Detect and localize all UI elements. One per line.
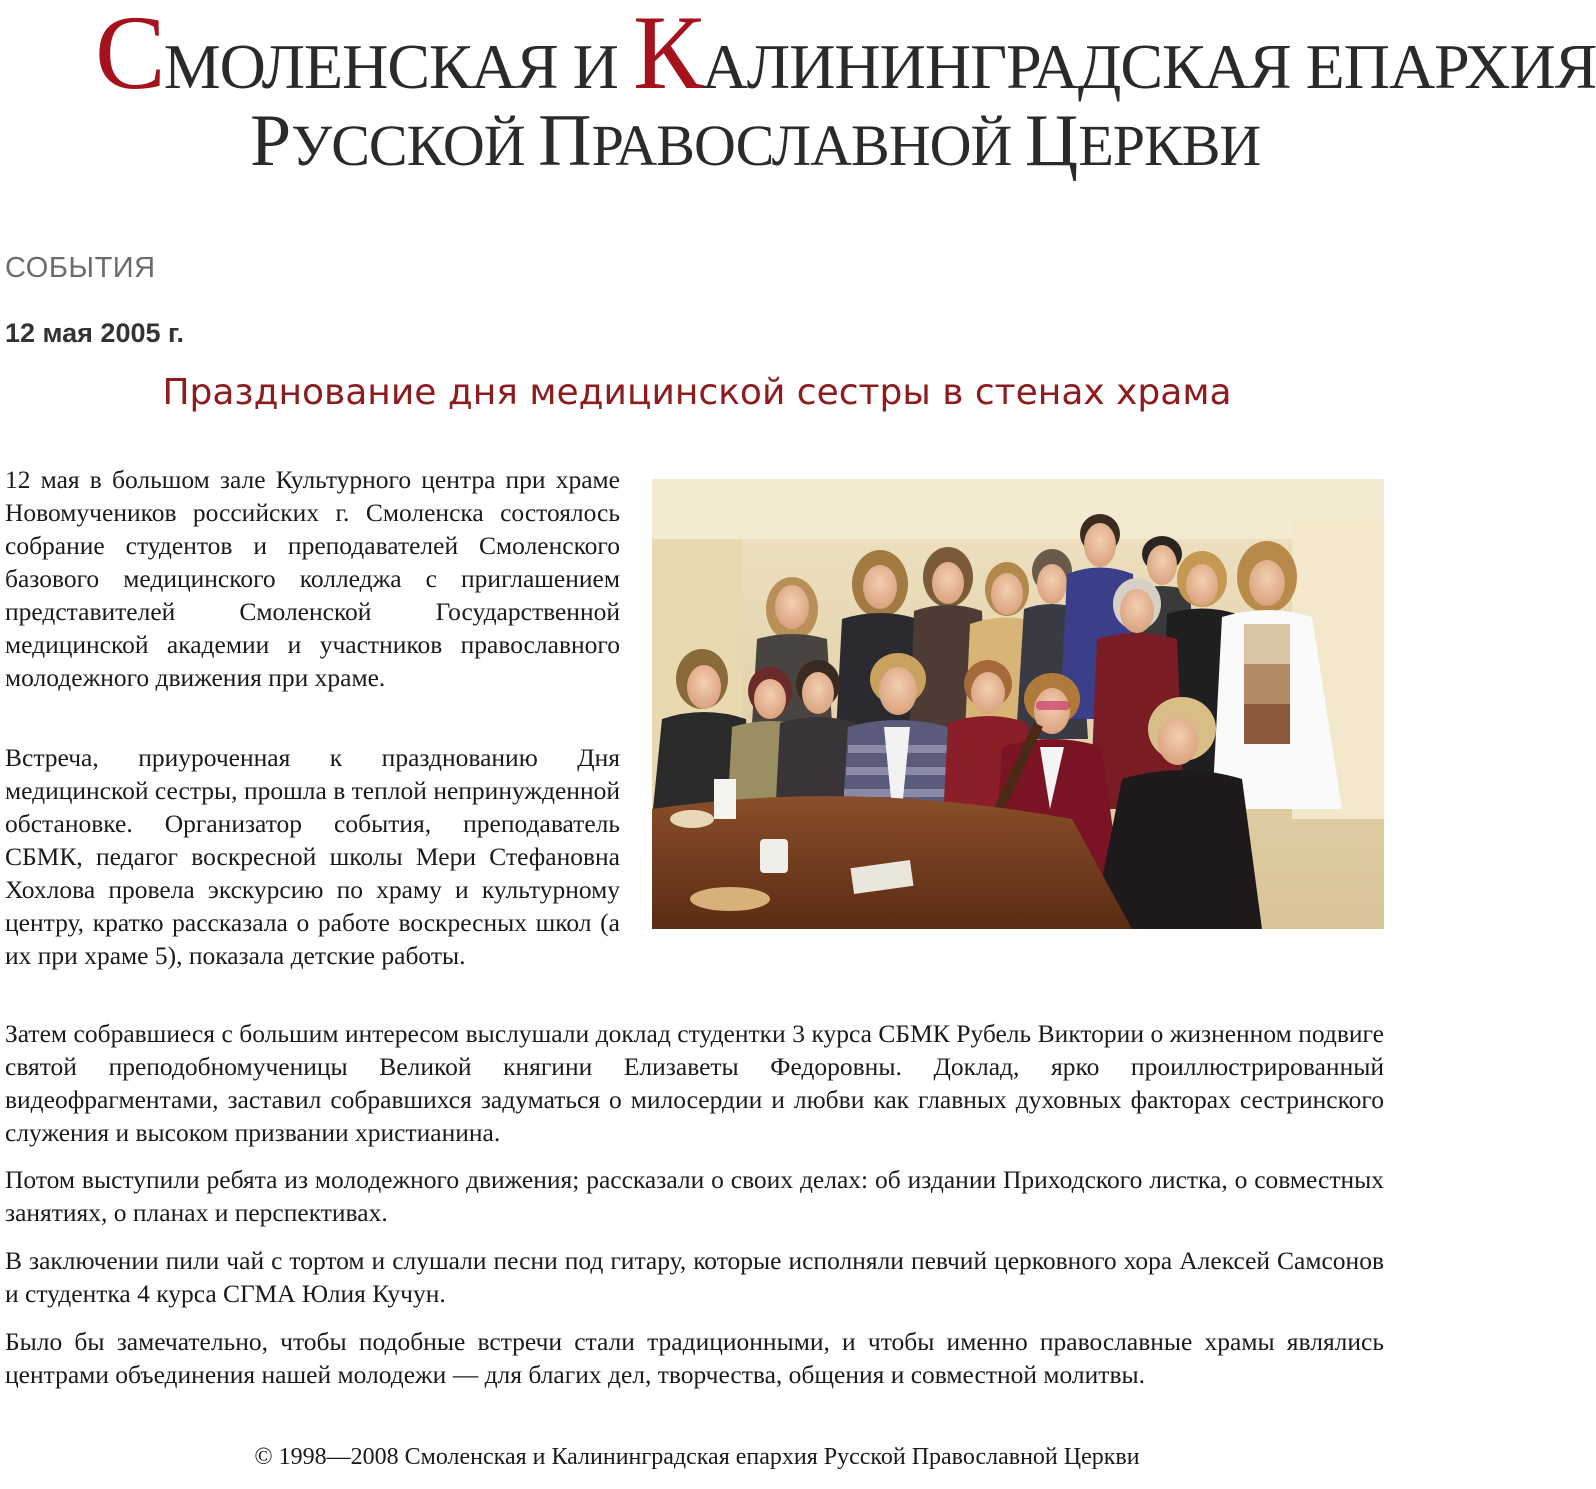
masthead-initial-p: П xyxy=(538,100,592,182)
article-paragraph: Потом выступили ребята из молодежного движения; рассказали о своих делах: об издании Приходского листка, о совместных занятиях, о планах и перспективах. xyxy=(5,1165,1384,1227)
masthead-text-pravoslavnoy: РАВОСЛАВНОЙ xyxy=(591,113,1025,178)
section-label: СОБЫТИЯ xyxy=(5,252,156,284)
masthead-initial-ts: Ц xyxy=(1024,100,1079,182)
article-paragraph: 12 мая в большом зале Культурного центра при храме Новомучеников российских г. Смоленска состоялось собрание студентов и преподавателей Смоленского базового медицинского колледжа с приглашением представителей Смоленской Государственной медицинской академии и участников православного молодежного движения при храме. xyxy=(5,465,620,692)
masthead-text-russkoy: УССКОЙ xyxy=(291,113,539,178)
masthead-text-tserkvi: ЕРКВИ xyxy=(1078,113,1261,178)
article-paragraph: Затем собравшиеся с большим интересом выслушали доклад студентки 3 курса СБМК Рубель Виктории о жизненном подвиге святой преподобномученицы Великой княгини Елизаветы Федоровны. Доклад, ярко проиллюстрированный видеофрагментами, заставил собравшихся задуматься о милосердии и любви как главных духовных факторах сестринского служения и высоком призвании христианина. xyxy=(5,1019,1384,1147)
group-photo-illustration xyxy=(652,479,1384,929)
masthead-text-kaliningradskaya: АЛИНИНГРАДСКАЯ ЕПАРХИЯ xyxy=(701,31,1596,102)
masthead-initial-s: С xyxy=(95,0,164,111)
footer-copyright: © 1998—2008 Смоленская и Калининградская епархия Русской Православной Церкви xyxy=(254,1444,1140,1470)
article-paragraph: В заключении пили чай с тортом и слушали песни под гитару, которые исполняли певчий церковного хора Алексей Самсонов и студентка 4 курса СГМА Юлия Кучун. xyxy=(5,1246,1384,1308)
masthead-line-diocese xyxy=(95,0,1596,111)
masthead-initial-k: К xyxy=(632,0,702,111)
masthead-initial-r: Р xyxy=(250,100,292,182)
masthead-line-church xyxy=(250,100,1261,184)
site-masthead xyxy=(0,0,1596,190)
article-date: 12 мая 2005 г. xyxy=(5,318,185,348)
article-photo xyxy=(652,479,1384,929)
article-paragraph: Было бы замечательно, чтобы подобные встречи стали традиционными, и чтобы именно православные храмы являлись центрами объединения нашей молодежи — для благих дел, творчества, общения и совместной молитвы. xyxy=(5,1327,1384,1389)
masthead-text-smolenskaya: МОЛЕНСКАЯ И xyxy=(163,31,633,102)
article-paragraph: Встреча, приуроченная к празднованию Дня медицинской сестры, прошла в теплой непринужденной обстановке. Организатор события, преподаватель СБМК, педагог воскресной школы Мери Стефановна Хохлова провела экскурсию по храму и культурному центру, кратко рассказала о работе воскресных школ (а их при храме 5), показала детские работы. xyxy=(5,743,620,970)
article-title: Празднование дня медицинской сестры в стенах храма xyxy=(162,372,1232,413)
